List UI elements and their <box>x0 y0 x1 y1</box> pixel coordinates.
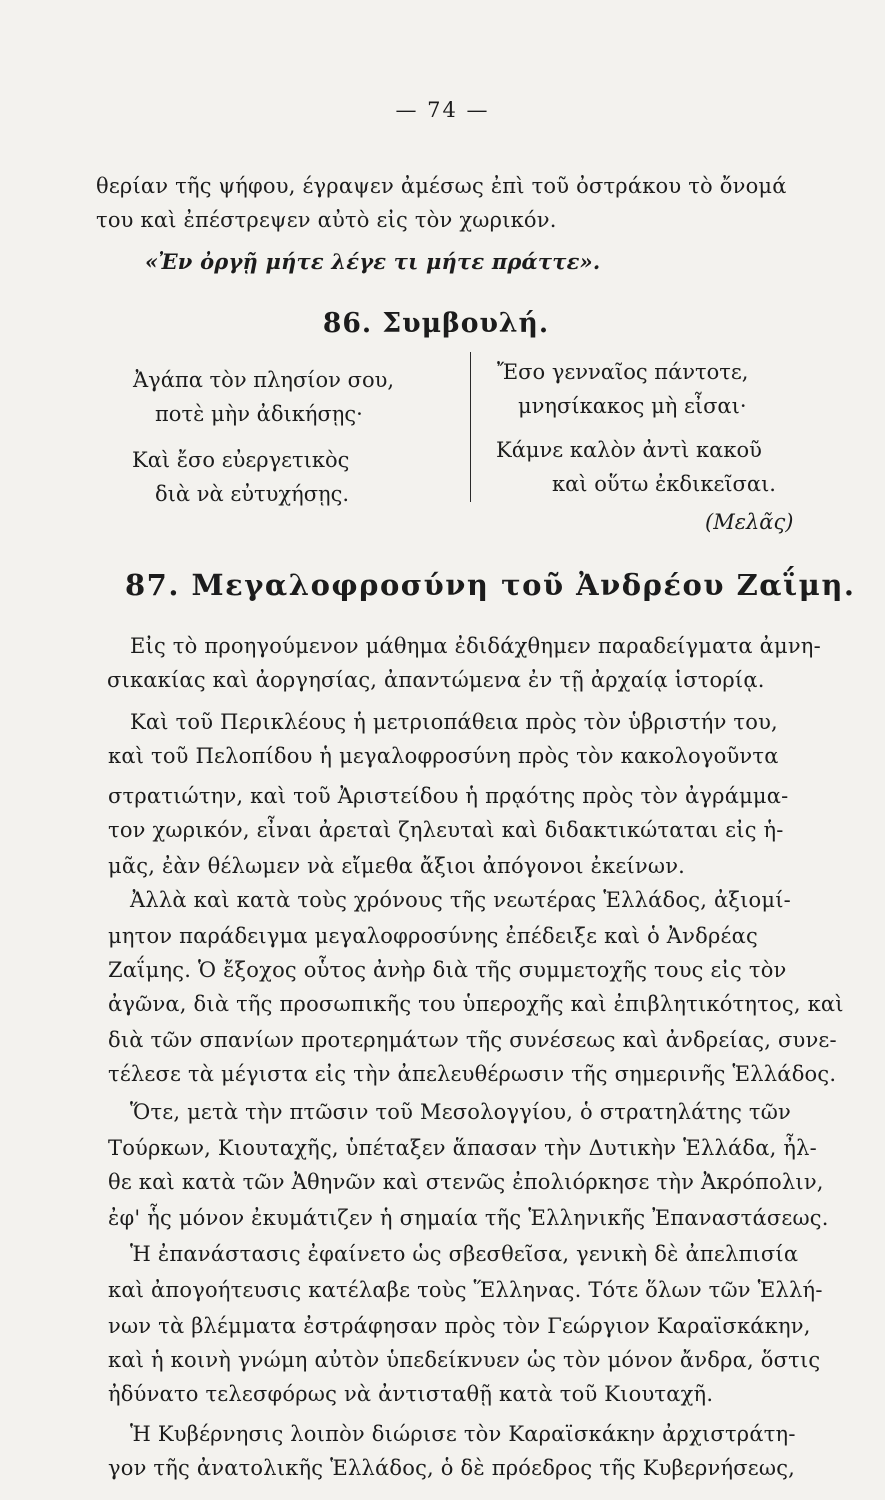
body-line: στρατιώτην, καὶ τοῦ Ἀριστείδου ἡ πρᾳότης πρὸς τὸν ἀγράμμα- <box>108 784 789 808</box>
body-line: διὰ τῶν σπανίων προτερημάτων τῆς συνέσεως καὶ ἀνδρείας, συνε- <box>108 1028 837 1052</box>
body-line: ἐφ' ἧς μόνον ἐκυμάτιζεν ἡ σημαία τῆς Ἑλληνικῆς Ἐπαναστάσεως. <box>108 1206 829 1230</box>
motto: «Ἐν ὀργῇ μήτε λέγε τι μήτε πράττε». <box>145 249 601 274</box>
body-line: Ζαΐμης. Ὁ ἔξοχος οὗτος ἀνὴρ διὰ τῆς συμμετοχῆς τους εἰς τὸν <box>108 958 787 982</box>
poem-right-line: Κάμνε καλὸν ἀντὶ κακοῦ <box>496 438 762 462</box>
intro-line: θερίαν τῆς ψήφου, έγραψεν ἀμέσως ἐπὶ τοῦ ὀστράκου τὸ ὄνομά <box>96 174 787 198</box>
poem-left-line: Ἀγάπα τὸν πλησίον σου, <box>133 368 395 392</box>
poem-right-line: μνησίκακος μὴ εἶσαι· <box>518 394 747 418</box>
body-line: μᾶς, ἐὰν θέλωμεν νὰ εἴμεθα ἄξιοι ἀπόγονοι ἐκείνων. <box>108 854 686 878</box>
body-line: γον τῆς ἀνατολικῆς Ἑλλάδος, ὁ δὲ πρόεδρος τῆς Κυβερνήσεως, <box>108 1456 796 1480</box>
body-line: τέλεσε τὰ μέγιστα εἰς τὴν ἀπελευθέρωσιν τῆς σημερινῆς Ἑλλάδος. <box>108 1062 837 1086</box>
body-line: Εἰς τὸ προηγούμενον μάθημα ἐδιδάχθημεν παραδείγματα ἀμνη- <box>130 634 821 658</box>
poem-left-line: διὰ νὰ εὐτυχήσῃς. <box>155 482 350 506</box>
body-line: Ἡ ἐπανάστασις ἐφαίνετο ὡς σβεσθεῖσα, γενικὴ δὲ ἀπελπισία <box>130 1242 799 1266</box>
body-line: Τούρκων, Κιουταχῆς, ὑπέταξεν ἅπασαν τὴν Δυτικὴν Ἑλλάδα, ἦλ- <box>108 1136 817 1160</box>
body-line: ἀγῶνα, διὰ τῆς προσωπικῆς του ὑπεροχῆς καὶ ἐπιβλητικότητος, καὶ <box>108 992 844 1016</box>
body-line: νων τὰ βλέμματα ἐστράφησαν πρὸς τὸν Γεώργιον Καραϊσκάκην, <box>108 1314 811 1338</box>
body-line: καὶ τοῦ Πελοπίδου ἡ μεγαλοφροσύνη πρὸς τὸν κακολογοῦντα <box>108 744 779 768</box>
body-line: καὶ ἀπογοήτευσις κατέλαβε τοὺς Ἕλληνας. Τότε ὅλων τῶν Ἑλλή- <box>108 1278 823 1302</box>
body-line: Ἡ Κυβέρνησις λοιπὸν διώρισε τὸν Καραϊσκάκην ἀρχιστράτη- <box>130 1422 796 1446</box>
poem-divider <box>470 352 471 502</box>
poem-right-line: καὶ οὕτω ἐκδικεῖσαι. <box>552 472 776 496</box>
body-line: μητον παράδειγμα μεγαλοφροσύνης ἐπέδειξε καὶ ὁ Ἀνδρέας <box>108 924 758 948</box>
section-87-heading: 87. Μεγαλοφροσύνη τοῦ Ἀνδρέου Ζαΐμη. <box>125 568 856 602</box>
poem-author: (Μελᾶς) <box>705 510 794 534</box>
body-line: τον χωρικόν, εἶναι ἀρεταὶ ζηλευταὶ καὶ διδακτικώταται εἰς ἡ- <box>108 818 784 842</box>
poem-left-line: Καὶ ἔσο εὐεργετικὸς <box>132 448 350 472</box>
body-line: Καὶ τοῦ Περικλέους ἡ μετριοπάθεια πρὸς τὸν ὑβριστήν του, <box>130 710 778 734</box>
page-number: — 74 — <box>395 98 490 122</box>
body-line: σικακίας καὶ ἀοργησίας, ἀπαντώμενα ἐν τῇ ἀρχαίᾳ ἱστορίᾳ. <box>107 668 765 692</box>
body-line: Ἀλλὰ καὶ κατὰ τοὺς χρόνους τῆς νεωτέρας Ἑλλάδος, ἀξιομί- <box>130 888 791 912</box>
body-line: καὶ ἡ κοινὴ γνώμη αὐτὸν ὑπεδείκνυεν ὡς τὸν μόνον ἄνδρα, ὅστις <box>108 1348 821 1372</box>
body-line: ἠδύνατο τελεσφόρως νὰ ἀντισταθῇ κατὰ τοῦ Κιουταχῆ. <box>108 1382 714 1406</box>
section-86-heading: 86. Συμβουλή. <box>322 308 550 339</box>
poem-right-line: Ἔσο γενναῖος πάντοτε, <box>497 360 749 384</box>
poem-left-line: ποτὲ μὴν ἀδικήσῃς· <box>155 402 363 426</box>
intro-line: του καὶ ἐπέστρεψεν αὐτὸ εἰς τὸν χωρικόν. <box>96 208 557 232</box>
body-line: Ὅτε, μετὰ τὴν πτῶσιν τοῦ Μεσολογγίου, ὁ στρατηλάτης τῶν <box>130 1100 792 1124</box>
body-line: θε καὶ κατὰ τῶν Ἀθηνῶν καὶ στενῶς ἐπολιόρκησε τὴν Ἀκρόπολιν, <box>108 1170 824 1194</box>
